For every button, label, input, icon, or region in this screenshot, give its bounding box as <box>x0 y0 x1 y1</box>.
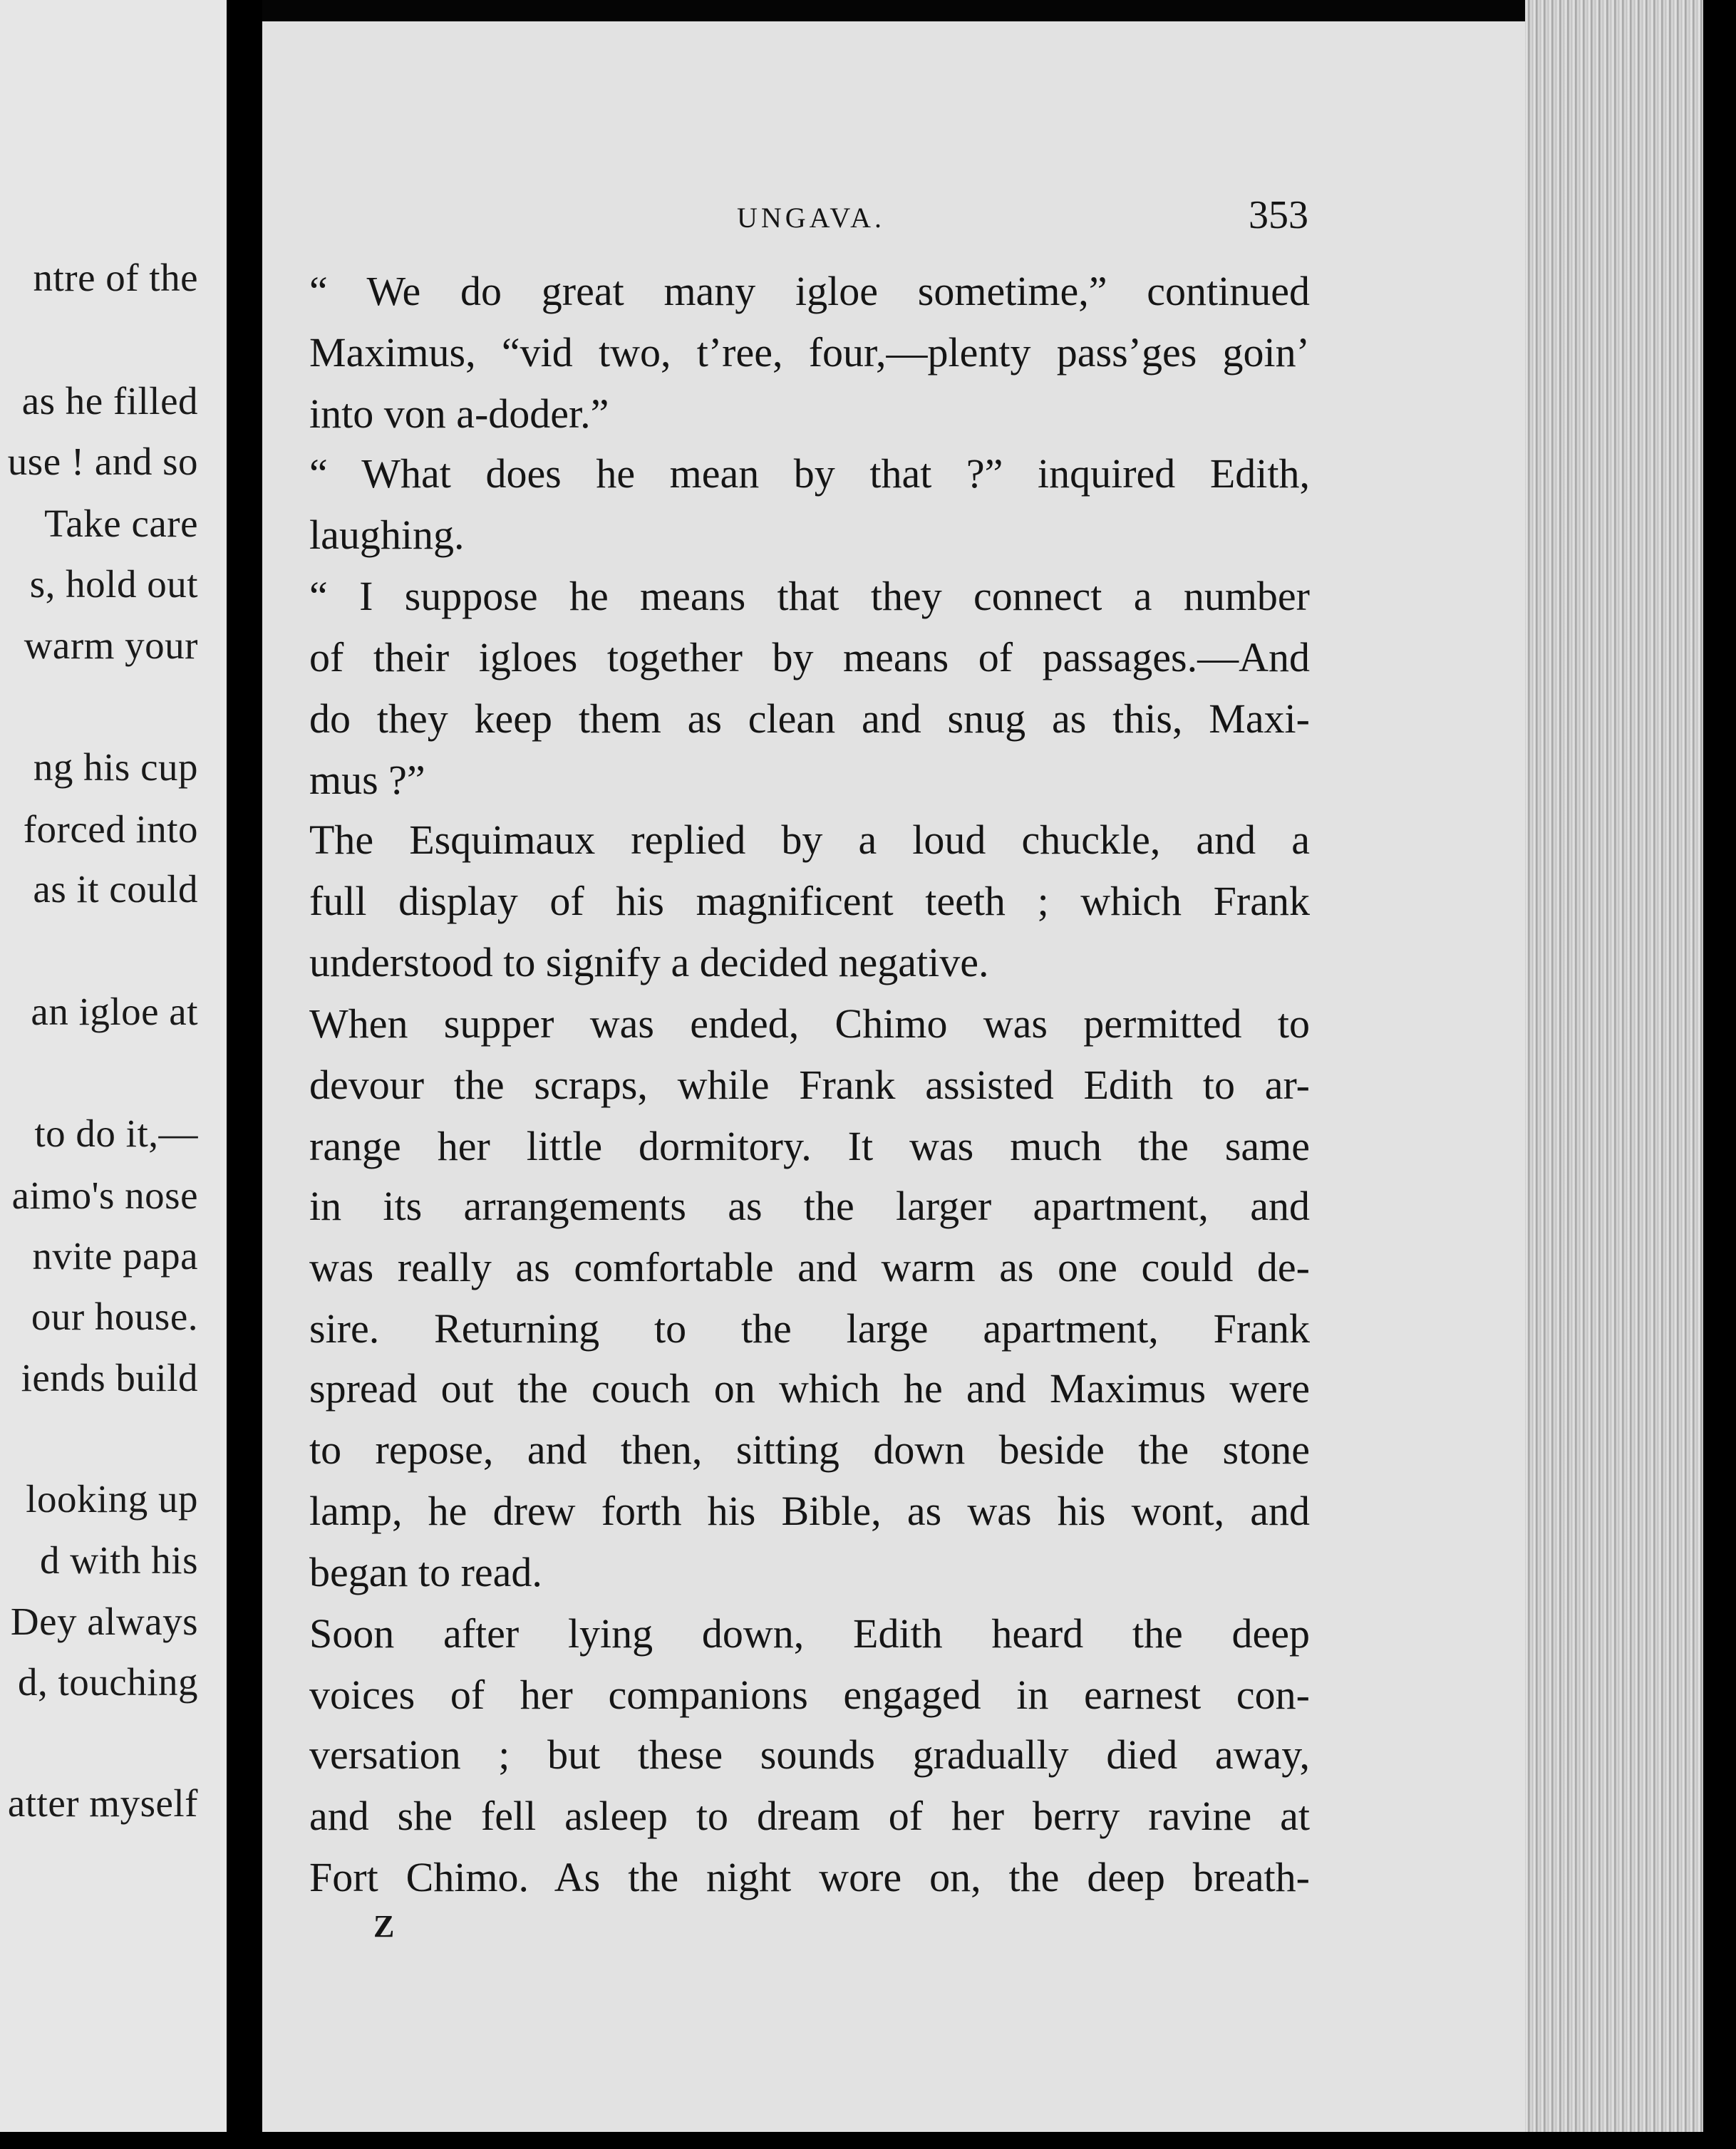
left-page-line: warm your <box>24 623 198 667</box>
left-page-line: Take care <box>44 502 198 545</box>
left-page-line: an igloe at <box>31 990 198 1033</box>
book-gutter <box>227 0 262 2149</box>
text-line: Maximus, “vid two, t’ree, four,—plenty pass’ges goin’ <box>309 329 1310 376</box>
left-page-line: aimo's nose <box>11 1174 198 1217</box>
text-line: began to read. <box>309 1549 542 1595</box>
book-fore-edge <box>1525 0 1703 2132</box>
running-head: UNGAVA. <box>737 202 886 234</box>
text-line: into von a-doder.” <box>309 390 609 437</box>
left-page-line: to do it,— <box>34 1112 198 1155</box>
text-line: voices of her companions engaged in earnest con- <box>309 1672 1310 1718</box>
text-line: versation ; but these sounds gradually died away, <box>309 1731 1310 1778</box>
left-page-line: use ! and so <box>7 440 198 483</box>
text-line: mus ?” <box>309 757 425 803</box>
text-line: in its arrangements as the larger apartment, and <box>309 1183 1310 1229</box>
signature-mark: Z <box>373 1909 395 1944</box>
text-line: “ We do great many igloe sometime,” continued <box>309 268 1310 314</box>
left-page-line: Dey always <box>10 1600 198 1643</box>
text-line: do they keep them as clean and snug as this, Maxi- <box>309 695 1310 742</box>
left-page-line: ntre of the <box>33 256 198 299</box>
text-line: laughing. <box>309 512 465 558</box>
text-line: When supper was ended, Chimo was permitted to <box>309 1000 1310 1047</box>
left-page-line: d, touching <box>18 1660 198 1704</box>
scan-background <box>1703 0 1736 2149</box>
text-line: of their igloes together by means of passages.—And <box>309 634 1310 680</box>
text-line: range her little dormitory. It was much the same <box>309 1123 1310 1169</box>
text-line: spread out the couch on which he and Maximus were <box>309 1365 1310 1412</box>
page-number: 353 <box>1249 193 1308 237</box>
text-line: The Esquimaux replied by a loud chuckle, and a <box>309 817 1310 863</box>
left-page-line: iends build <box>21 1356 198 1399</box>
left-page-line: looking up <box>26 1477 198 1521</box>
scan-background-bottom <box>0 2132 1736 2149</box>
text-line: Soon after lying down, Edith heard the deep <box>309 1610 1310 1657</box>
text-line: Fort Chimo. As the night wore on, the deep breath- <box>309 1854 1310 1900</box>
text-line: sire. Returning to the large apartment, Frank <box>309 1305 1310 1352</box>
left-page-line: nvite papa <box>32 1234 198 1278</box>
text-line: and she fell asleep to dream of her berry ravine at <box>309 1793 1310 1839</box>
text-line: “ I suppose he means that they connect a number <box>309 573 1310 619</box>
text-line: “ What does he mean by that ?” inquired Edith, <box>309 450 1310 497</box>
text-line: was really as comfortable and warm as one could de- <box>309 1244 1310 1290</box>
left-page-line: s, hold out <box>29 562 198 606</box>
text-line: to repose, and then, sitting down beside the stone <box>309 1426 1310 1473</box>
text-line: full display of his magnificent teeth ; which Frank <box>309 878 1310 924</box>
text-line: devour the scraps, while Frank assisted Edith to ar- <box>309 1062 1310 1108</box>
left-page-line: ng his cup <box>33 745 198 789</box>
left-page-line: atter myself <box>7 1781 198 1825</box>
previous-page-fragment <box>0 0 227 2132</box>
left-page-line: forced into <box>23 807 198 851</box>
text-line: lamp, he drew forth his Bible, as was his wont, and <box>309 1488 1310 1534</box>
left-page-line: as he filled <box>21 379 198 423</box>
left-page-line: as it could <box>33 867 198 911</box>
text-line: understood to signify a decided negative. <box>309 939 989 985</box>
left-page-line: our house. <box>31 1295 198 1338</box>
left-page-line: d with his <box>40 1538 198 1582</box>
